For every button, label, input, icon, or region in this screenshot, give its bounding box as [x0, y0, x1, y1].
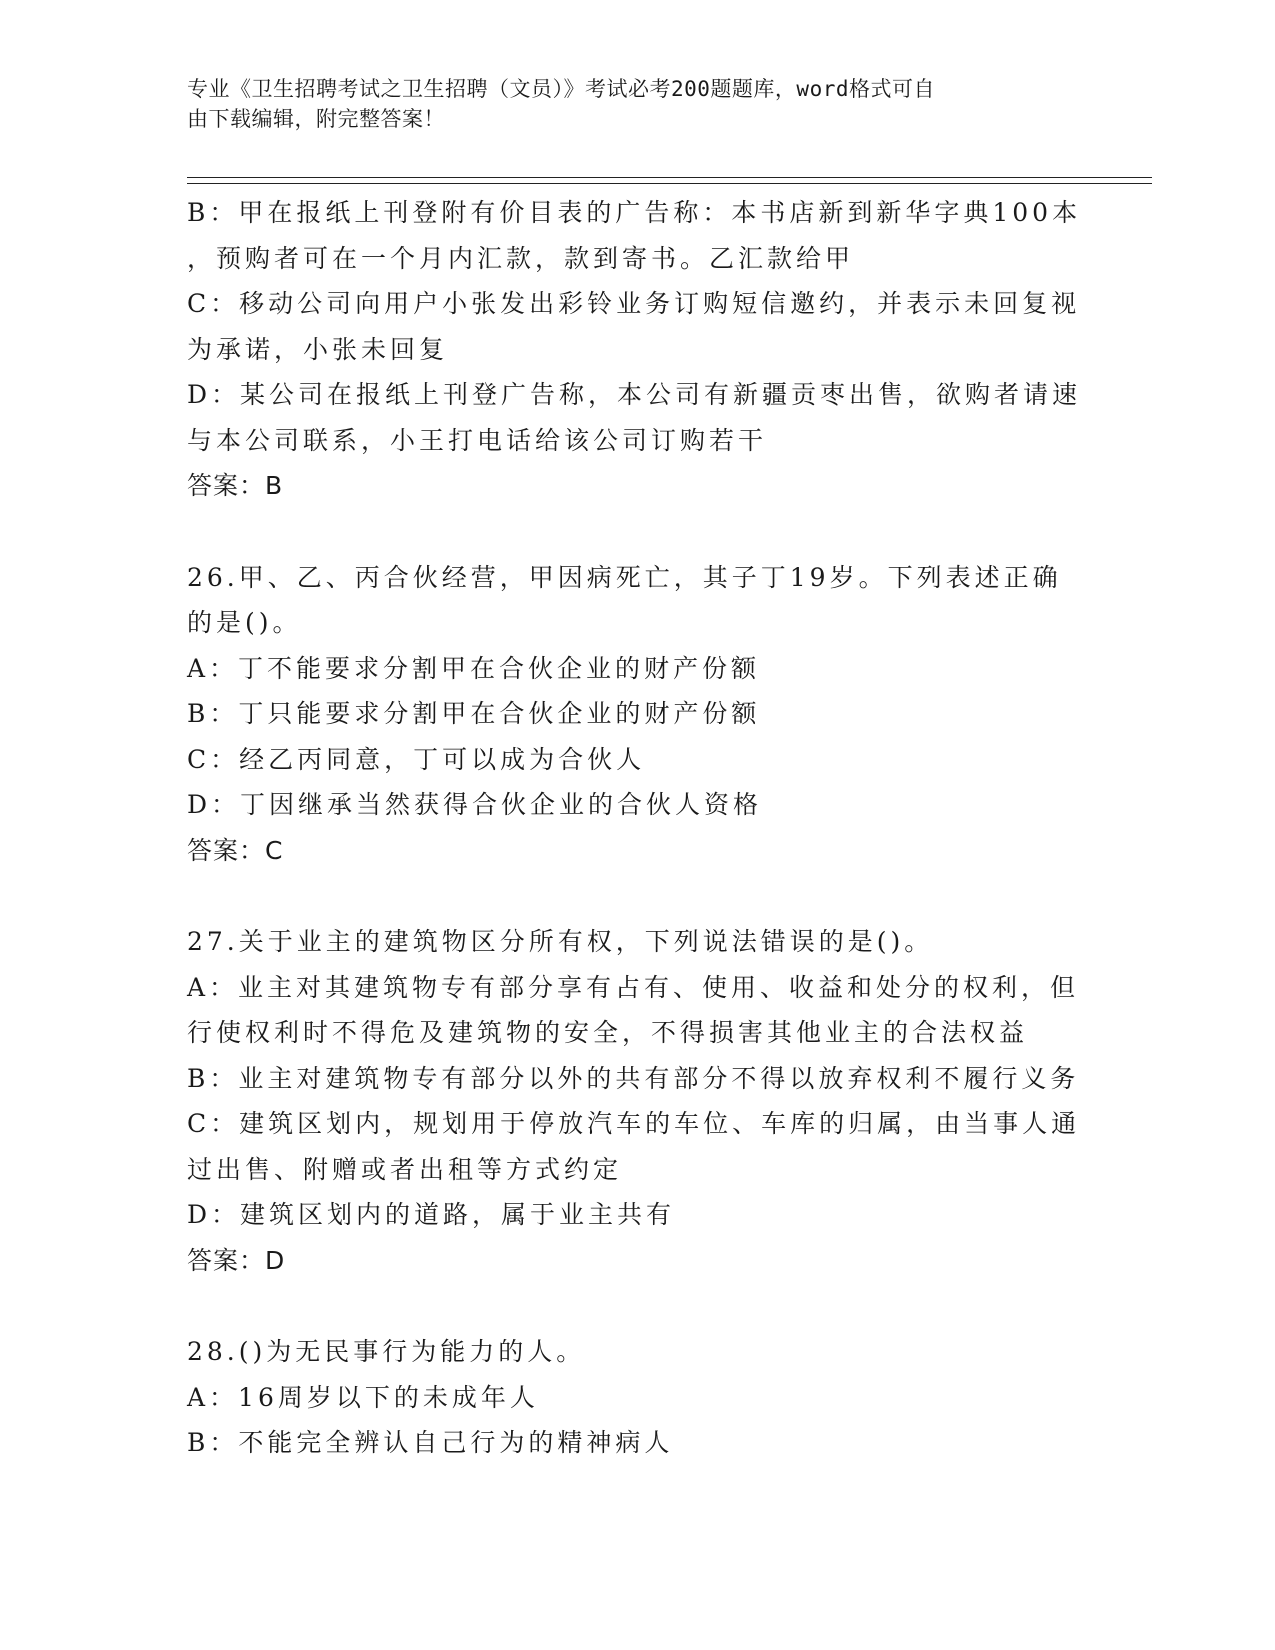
option-a: A：业主对其建筑物专有部分享有占有、使用、收益和处分的权利，但: [187, 972, 1080, 1002]
option-text: B：甲在报纸上刊登附有价目表的广告称：本书店新到新华字典100本: [187, 198, 1082, 227]
option-text: 与本公司联系，小王打电话给该公司订购若干: [187, 425, 768, 455]
header-divider-top: [187, 177, 1152, 178]
header-line-1: 专业《卫生招聘考试之卫生招聘（文员）》考试必考200题题库，word格式可自: [187, 77, 935, 101]
question-block: [187, 190, 1082, 509]
option-d: D：建筑区划内的道路，属于业主共有: [187, 1200, 676, 1229]
question-block: [187, 1329, 1077, 1466]
question-stem: 26.甲、乙、丙合伙经营，甲因病死亡，其子丁19岁。下列表述正确: [187, 562, 1062, 592]
option-c: C：建筑区划内，规划用于停放汽车的车位、车库的归属，由当事人通: [187, 1109, 1081, 1138]
option-c-continued: 过出售、附赠或者出租等方式约定: [187, 1154, 623, 1184]
option-d: D：丁因继承当然获得合伙企业的合伙人资格: [187, 790, 763, 819]
header-divider-bottom: [187, 183, 1152, 184]
answer-line: 答案：B: [187, 471, 284, 500]
header-line-2: 由下载编辑，附完整答案！: [187, 107, 445, 131]
option-text: C：移动公司向用户小张发出彩铃业务订购短信邀约，并表示未回复视: [187, 289, 1081, 318]
block-spacer: [187, 1283, 1077, 1329]
question-stem: 的是()。: [187, 608, 302, 637]
question-stem: 28.()为无民事行为能力的人。: [187, 1337, 586, 1366]
option-text: ，预购者可在一个月内汇款，款到寄书。乙汇款给甲: [187, 243, 855, 273]
option-text: D：某公司在报纸上刊登广告称，本公司有新疆贡枣出售，欲购者请速: [187, 380, 1082, 409]
option-b: B：业主对建筑物专有部分以外的共有部分不得以放弃权利不履行义务: [187, 1063, 1080, 1093]
option-a: A：丁不能要求分割甲在合伙企业的财产份额: [187, 653, 761, 683]
document-header: [187, 74, 1067, 134]
option-a-continued: 行使权利时不得危及建筑物的安全，不得损害其他业主的合法权益: [187, 1018, 1029, 1047]
answer-line: 答案：D: [187, 1245, 286, 1275]
block-spacer: [187, 509, 1077, 555]
question-block: [187, 555, 1077, 874]
block-spacer: [187, 873, 1077, 919]
option-c: C：经乙丙同意，丁可以成为合伙人: [187, 744, 646, 774]
answer-line: 答案：C: [187, 835, 284, 865]
option-b: B：丁只能要求分割甲在合伙企业的财产份额: [187, 699, 761, 728]
question-list: [187, 190, 1082, 1466]
option-text: 为承诺，小张未回复: [187, 334, 449, 364]
option-a: A：16周岁以下的未成年人: [187, 1382, 539, 1412]
question-stem: 27.关于业主的建筑物区分所有权，下列说法错误的是()。: [187, 927, 934, 956]
option-b: B：不能完全辨认自己行为的精神病人: [187, 1428, 674, 1457]
question-block: [187, 919, 1081, 1283]
